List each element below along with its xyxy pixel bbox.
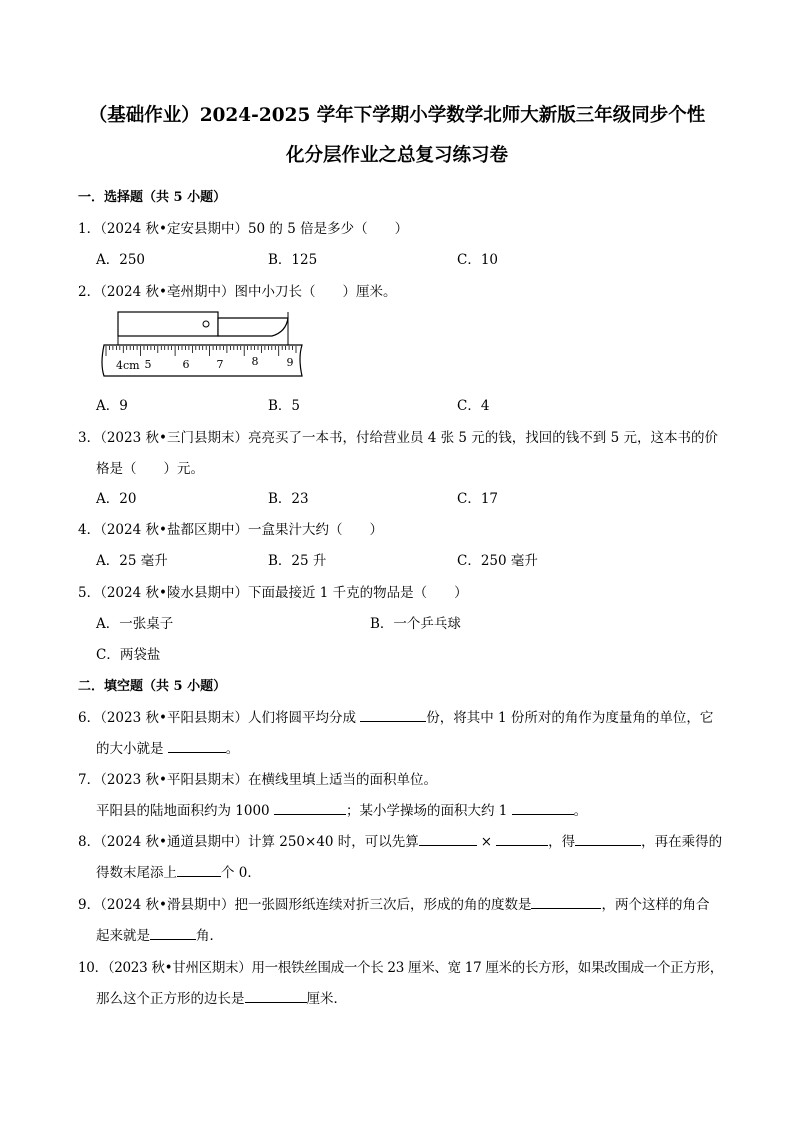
question-9 [78, 893, 709, 913]
q9-blank-2 [150, 927, 196, 940]
q4-option-a: A．25 毫升 [96, 553, 168, 569]
q1-option-b: B．125 [268, 252, 318, 268]
ruler-label-5: 5 [144, 358, 152, 371]
q4-option-b: B．25 升 [268, 553, 327, 569]
q7-text-3: 。 [573, 803, 588, 819]
section-heading-choice: 一．选择题（共 5 小题） [78, 190, 227, 205]
section-heading-fill: 二．填空题（共 5 小题） [78, 679, 227, 694]
question-8 [78, 830, 722, 850]
q2-option-c: C．4 [457, 398, 490, 414]
q9-text-2: ，两个这样的角合 [601, 897, 710, 913]
q8-blank-1 [419, 833, 477, 846]
q9-text-4: 角． [196, 928, 223, 944]
q1-option-a: A．250 [96, 252, 146, 268]
ruler-label-9: 9 [286, 356, 294, 369]
q8-text-5: 得数末尾添上 [96, 865, 177, 881]
q10-blank-1 [245, 990, 307, 1003]
knife-ruler-figure [96, 308, 308, 382]
question-5: 5．（2024 秋•陵水县期中）下面最接近 1 千克的物品是（ ） [78, 585, 468, 601]
q8-text-2: × [480, 834, 493, 850]
q5-option-b: B．一个乒乓球 [370, 616, 461, 632]
q7-blank-2 [512, 802, 574, 815]
q7-blank-1 [274, 802, 346, 815]
q9-blank-1 [531, 896, 601, 909]
q10-text-3: 厘米． [306, 991, 347, 1007]
q1-option-c: C．10 [457, 252, 499, 268]
q6-text-3: 的大小就是 [96, 741, 168, 757]
question-6 [78, 706, 713, 726]
ruler-label-8: 8 [251, 355, 259, 368]
knife-blade [218, 318, 288, 336]
document-title-line-2: 化分层作业之总复习练习卷 [285, 145, 508, 166]
q6-text-1: 6．（2023 秋•平阳县期末）人们将圆平均分成 [78, 710, 361, 726]
q8-blank-4 [177, 864, 221, 877]
q2-option-b: B．5 [268, 398, 301, 414]
q3-option-a: A．20 [96, 491, 137, 507]
q6-text-4: 。 [225, 741, 240, 757]
q6-blank-1 [360, 709, 426, 722]
ruler-label-7: 7 [216, 358, 224, 371]
q3-option-b: B．23 [268, 491, 309, 507]
q9-text-1: 9．（2024 秋•滑县期中）把一张圆形纸连续对折三次后，形成的角的度数是 [78, 897, 532, 913]
q5-option-a: A．一张桌子 [96, 616, 174, 632]
question-4: 4．（2024 秋•盐都区期中）一盒果汁大约（ ） [78, 522, 383, 538]
q6-blank-2 [168, 740, 226, 753]
question-2: 2．（2024 秋•亳州期中）图中小刀长（ ）厘米。 [78, 284, 397, 300]
q6-text-2: 份，将其中 1 份所对的角作为度量角的单位，它 [426, 710, 714, 726]
q2-option-a: A．9 [96, 398, 128, 414]
q3-option-c: C．17 [457, 491, 499, 507]
question-9-continued [96, 924, 223, 944]
q8-text-3: ，得 [548, 834, 576, 850]
q10-text-2: 那么这个正方形的边长是 [96, 991, 245, 1007]
q9-text-3: 起来就是 [96, 928, 150, 944]
ruler-label-4cm: 4cm [116, 359, 140, 372]
q7-text-1: 平阳县的陆地面积约为 1000 [96, 803, 274, 819]
q5-option-c: C．两袋盐 [96, 647, 161, 663]
q8-blank-3 [575, 833, 641, 846]
question-10-continued [96, 987, 347, 1007]
question-8-continued [96, 861, 261, 881]
question-6-continued [96, 737, 239, 757]
question-1: 1．（2024 秋•定安县期中）50 的 5 倍是多少（ ） [78, 221, 409, 237]
question-3-continued: 格是（ ）元。 [96, 461, 204, 477]
question-7: 7．（2023 秋•平阳县期末）在横线里填上适当的面积单位。 [78, 772, 437, 788]
q8-text-1: 8．（2024 秋•通道县期中）计算 250×40 时，可以先算 [78, 834, 419, 850]
question-3: 3．（2023 秋•三门县期末）亮亮买了一本书，付给营业员 4 张 5 元的钱，找回的钱不到 5 元，这本书的价 [78, 430, 718, 446]
q8-text-6: 个 0． [221, 865, 261, 881]
q8-text-4: ，再在乘得的 [641, 834, 723, 850]
q7-text-2: ；某小学操场的面积大约 1 [345, 803, 512, 819]
question-7-continued [96, 799, 587, 819]
question-10: 10．（2023 秋•甘州区期末）用一根铁丝围成一个长 23 厘米、宽 17 厘米的长方形，如果改围成一个正方形， [78, 960, 723, 976]
document-title-line-1: （基础作业）2024-2025 学年下学期小学数学北师大新版三年级同步个性 [88, 105, 706, 126]
ruler-label-6: 6 [182, 358, 190, 371]
q4-option-c: C．250 毫升 [457, 553, 538, 569]
q8-blank-2 [496, 833, 548, 846]
knife-rivet [203, 321, 209, 327]
